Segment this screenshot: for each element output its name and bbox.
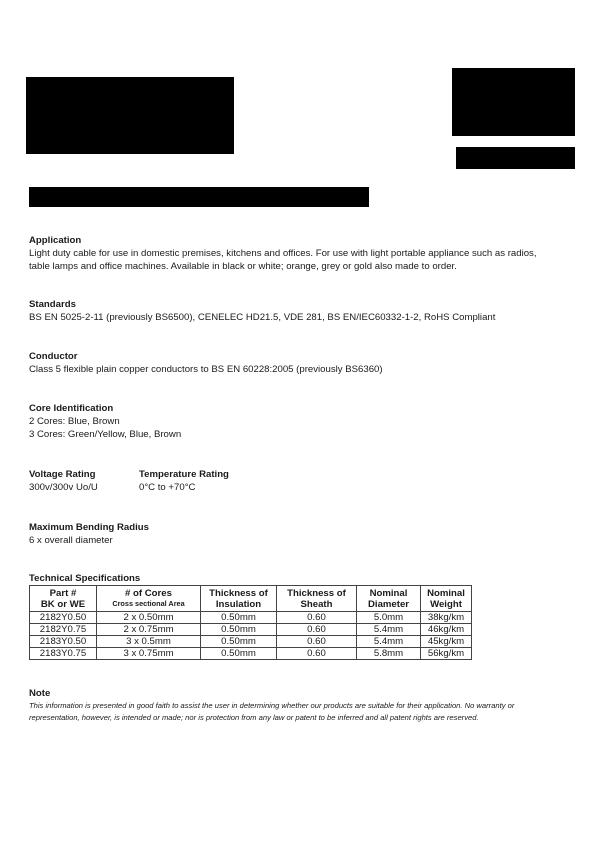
note-heading: Note	[29, 688, 51, 699]
table-row	[30, 624, 472, 636]
table-cell: 2183Y0.50	[30, 636, 97, 648]
temperature-rating-heading: Temperature Rating	[139, 469, 229, 480]
temperature-rating-text: 0°C to +70°C	[139, 482, 196, 493]
tech-specs-heading: Technical Specifications	[29, 573, 141, 584]
tech-specs-section	[29, 572, 574, 585]
table-cell: 0.60	[277, 636, 357, 648]
table-cell: 2182Y0.50	[30, 612, 97, 624]
column-header-subline: Cross sectional Area	[112, 599, 185, 608]
voltage-rating-text: 300v/300v Uo/U	[29, 482, 98, 493]
column-header-line: BK or WE	[40, 598, 86, 610]
standards-heading: Standards	[29, 299, 76, 310]
table-cell: 3 x 0.75mm	[97, 648, 201, 660]
column-header	[201, 586, 277, 612]
column-header	[421, 586, 472, 612]
column-header-line: Nominal	[369, 587, 408, 599]
column-header-line: Thickness of	[287, 587, 346, 599]
table-header-row	[30, 586, 472, 612]
application-heading: Application	[29, 235, 82, 246]
application-text-line: Light duty cable for use in domestic premises, kitchens and offices. For use with light portable appliance such as radios,	[29, 248, 537, 259]
table-cell: 46kg/km	[421, 624, 472, 636]
table-cell: 0.50mm	[201, 636, 277, 648]
table-cell: 5.0mm	[357, 612, 421, 624]
redacted-header-block	[452, 68, 575, 136]
tech-specs-table	[29, 585, 472, 660]
column-header-line: Weight	[430, 598, 462, 610]
bending-radius-heading: Maximum Bending Radius	[29, 522, 149, 533]
table-cell: 5.4mm	[357, 636, 421, 648]
column-header-line: Thickness of	[209, 587, 268, 599]
column-header-line: Diameter	[367, 598, 410, 610]
table-cell: 2 x 0.75mm	[97, 624, 201, 636]
table-cell: 5.4mm	[357, 624, 421, 636]
voltage-rating-section	[29, 468, 134, 494]
note-text-line: This information is presented in good faith to assist the user in determining whether our products are suitable for their application. No warranty or	[29, 701, 515, 710]
column-header-line: Sheath	[300, 598, 333, 610]
table-cell: 3 x 0.5mm	[97, 636, 201, 648]
note-text-line: representation, however, is intended or made; nor is protection from any law or patent to be inferred and all patent rights are reserved.	[29, 713, 479, 722]
table-cell: 0.50mm	[201, 612, 277, 624]
conductor-section	[29, 350, 574, 376]
conductor-heading: Conductor	[29, 351, 78, 362]
column-header	[357, 586, 421, 612]
table-cell: 0.50mm	[201, 624, 277, 636]
column-header	[30, 586, 97, 612]
table-row	[30, 636, 472, 648]
column-header	[277, 586, 357, 612]
table-cell: 0.50mm	[201, 648, 277, 660]
column-header	[97, 586, 201, 612]
standards-text: BS EN 5025-2-11 (previously BS6500), CENELEC HD21.5, VDE 281, BS EN/IEC60332-1-2, RoHS Compliant	[29, 312, 496, 323]
redacted-logo-block	[26, 77, 234, 154]
table-cell: 0.60	[277, 612, 357, 624]
column-header-line: Part #	[49, 587, 77, 599]
core-identification-line: 3 Cores: Green/Yellow, Blue, Brown	[29, 429, 182, 440]
redacted-header-strip	[456, 147, 575, 169]
bending-radius-section	[29, 521, 574, 547]
table-row	[30, 648, 472, 660]
table-cell: 0.60	[277, 648, 357, 660]
voltage-rating-heading: Voltage Rating	[29, 469, 96, 480]
core-identification-heading: Core Identification	[29, 403, 114, 414]
application-text-line: table lamps and office machines. Available in black or white; orange, grey or gold also made to order.	[29, 261, 457, 272]
redacted-title-bar	[29, 187, 369, 207]
table-cell: 0.60	[277, 624, 357, 636]
core-identification-section	[29, 402, 574, 441]
bending-radius-text: 6 x overall diameter	[29, 535, 113, 546]
table-cell: 2183Y0.75	[30, 648, 97, 660]
note-section	[29, 687, 574, 724]
column-header-line: # of Cores	[125, 588, 172, 599]
table-cell: 38kg/km	[421, 612, 472, 624]
conductor-text: Class 5 flexible plain copper conductors to BS EN 60228:2005 (previously BS6360)	[29, 364, 383, 375]
table-cell: 56kg/km	[421, 648, 472, 660]
temperature-rating-section	[139, 468, 289, 494]
standards-section	[29, 298, 574, 324]
core-identification-line: 2 Cores: Blue, Brown	[29, 416, 120, 427]
table-cell: 2182Y0.75	[30, 624, 97, 636]
column-header-line: Insulation	[215, 598, 262, 610]
column-header-line: Nominal	[427, 587, 465, 599]
application-section	[29, 234, 574, 273]
table-cell: 5.8mm	[357, 648, 421, 660]
table-row	[30, 612, 472, 624]
table-cell: 2 x 0.50mm	[97, 612, 201, 624]
table-cell: 45kg/km	[421, 636, 472, 648]
